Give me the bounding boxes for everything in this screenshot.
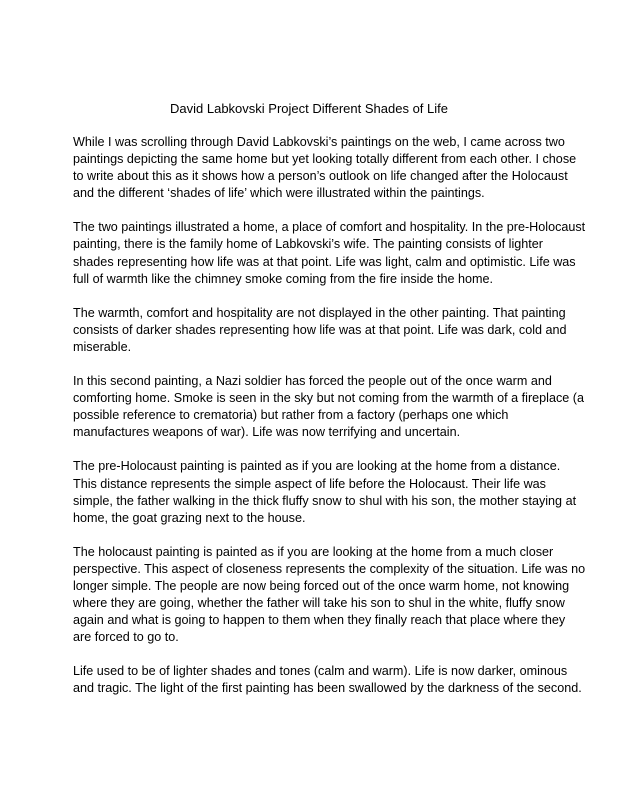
paragraph-line: consists of darker shades representing how life was at that point. Life was dark, cold and xyxy=(73,322,567,337)
paragraph-line: This distance represents the simple aspect of life before the Holocaust. Their life was xyxy=(73,476,546,491)
paragraph-line: longer simple. The people are now being forced out of the once warm home, not knowing xyxy=(73,578,570,593)
paragraph-7 xyxy=(73,663,582,697)
paragraph-line: where they are going, whether the father will take his son to shul in the white, fluffy snow xyxy=(73,596,565,611)
paragraph-line: perspective. This aspect of closeness represents the complexity of the situation. Life was no xyxy=(73,561,586,576)
paragraph-line: to write about this as it shows how a person’s outlook on life changed after the Holocaust xyxy=(73,169,568,184)
paragraph-line: The holocaust painting is painted as if you are looking at the home from a much closer xyxy=(73,544,554,559)
paragraph-6 xyxy=(73,544,586,647)
paragraph-line: shades representing how life was at that point. Life was light, calm and optimistic. Life was xyxy=(73,254,576,269)
paragraph-line: Life used to be of lighter shades and tones (calm and warm). Life is now darker, ominous xyxy=(73,664,568,679)
paragraph-line: manufactures weapons of war). Life was now terrifying and uncertain. xyxy=(73,425,461,440)
paragraph-line: and tragic. The light of the first painting has been swallowed by the darkness of the second. xyxy=(73,681,582,696)
paragraph-line: The pre-Holocaust painting is painted as if you are looking at the home from a distance. xyxy=(73,459,561,474)
paragraph-line: possible reference to crematoria) but rather from a factory (perhaps one which xyxy=(73,408,509,423)
paragraph-line: The warmth, comfort and hospitality are not displayed in the other painting. That painting xyxy=(73,305,566,320)
paragraph-line: comforting home. Smoke is seen in the sky but not coming from the warmth of a fireplace (a xyxy=(73,391,584,406)
paragraph-line: are forced to go to. xyxy=(73,630,179,645)
paragraph-line: simple, the father walking in the thick fluffy snow to shul with his son, the mother staying at xyxy=(73,493,577,508)
paragraph-2 xyxy=(73,219,586,287)
paragraph-line: paintings depicting the same home but yet looking totally different from each other. I chose xyxy=(73,152,577,167)
paragraph-5 xyxy=(73,458,577,526)
paragraph-line: miserable. xyxy=(73,339,132,354)
paragraph-4 xyxy=(73,373,584,441)
paragraph-line: While I was scrolling through David Labkovski’s paintings on the web, I came across two xyxy=(73,135,565,149)
paragraph-line: full of warmth like the chimney smoke coming from the fire inside the home. xyxy=(73,271,493,286)
document-title: David Labkovski Project Different Shades of Life xyxy=(170,101,448,116)
paragraph-line: In this second painting, a Nazi soldier has forced the people out of the once warm and xyxy=(73,374,552,389)
document-body xyxy=(73,134,586,715)
paragraph-line: home, the goat grazing next to the house. xyxy=(73,510,306,525)
paragraph-3 xyxy=(73,305,567,356)
paragraph-line: again and what is going to happen to them when they finally reach that place where they xyxy=(73,613,566,628)
paragraph-1 xyxy=(73,134,577,202)
paragraph-line: painting, there is the family home of Labkovski’s wife. The painting consists of lighter xyxy=(73,237,543,252)
paragraph-line: and the different ‘shades of life’ which were illustrated within the paintings. xyxy=(73,186,485,201)
paragraph-line: The two paintings illustrated a home, a place of comfort and hospitality. In the pre-Holocaust xyxy=(73,220,586,235)
